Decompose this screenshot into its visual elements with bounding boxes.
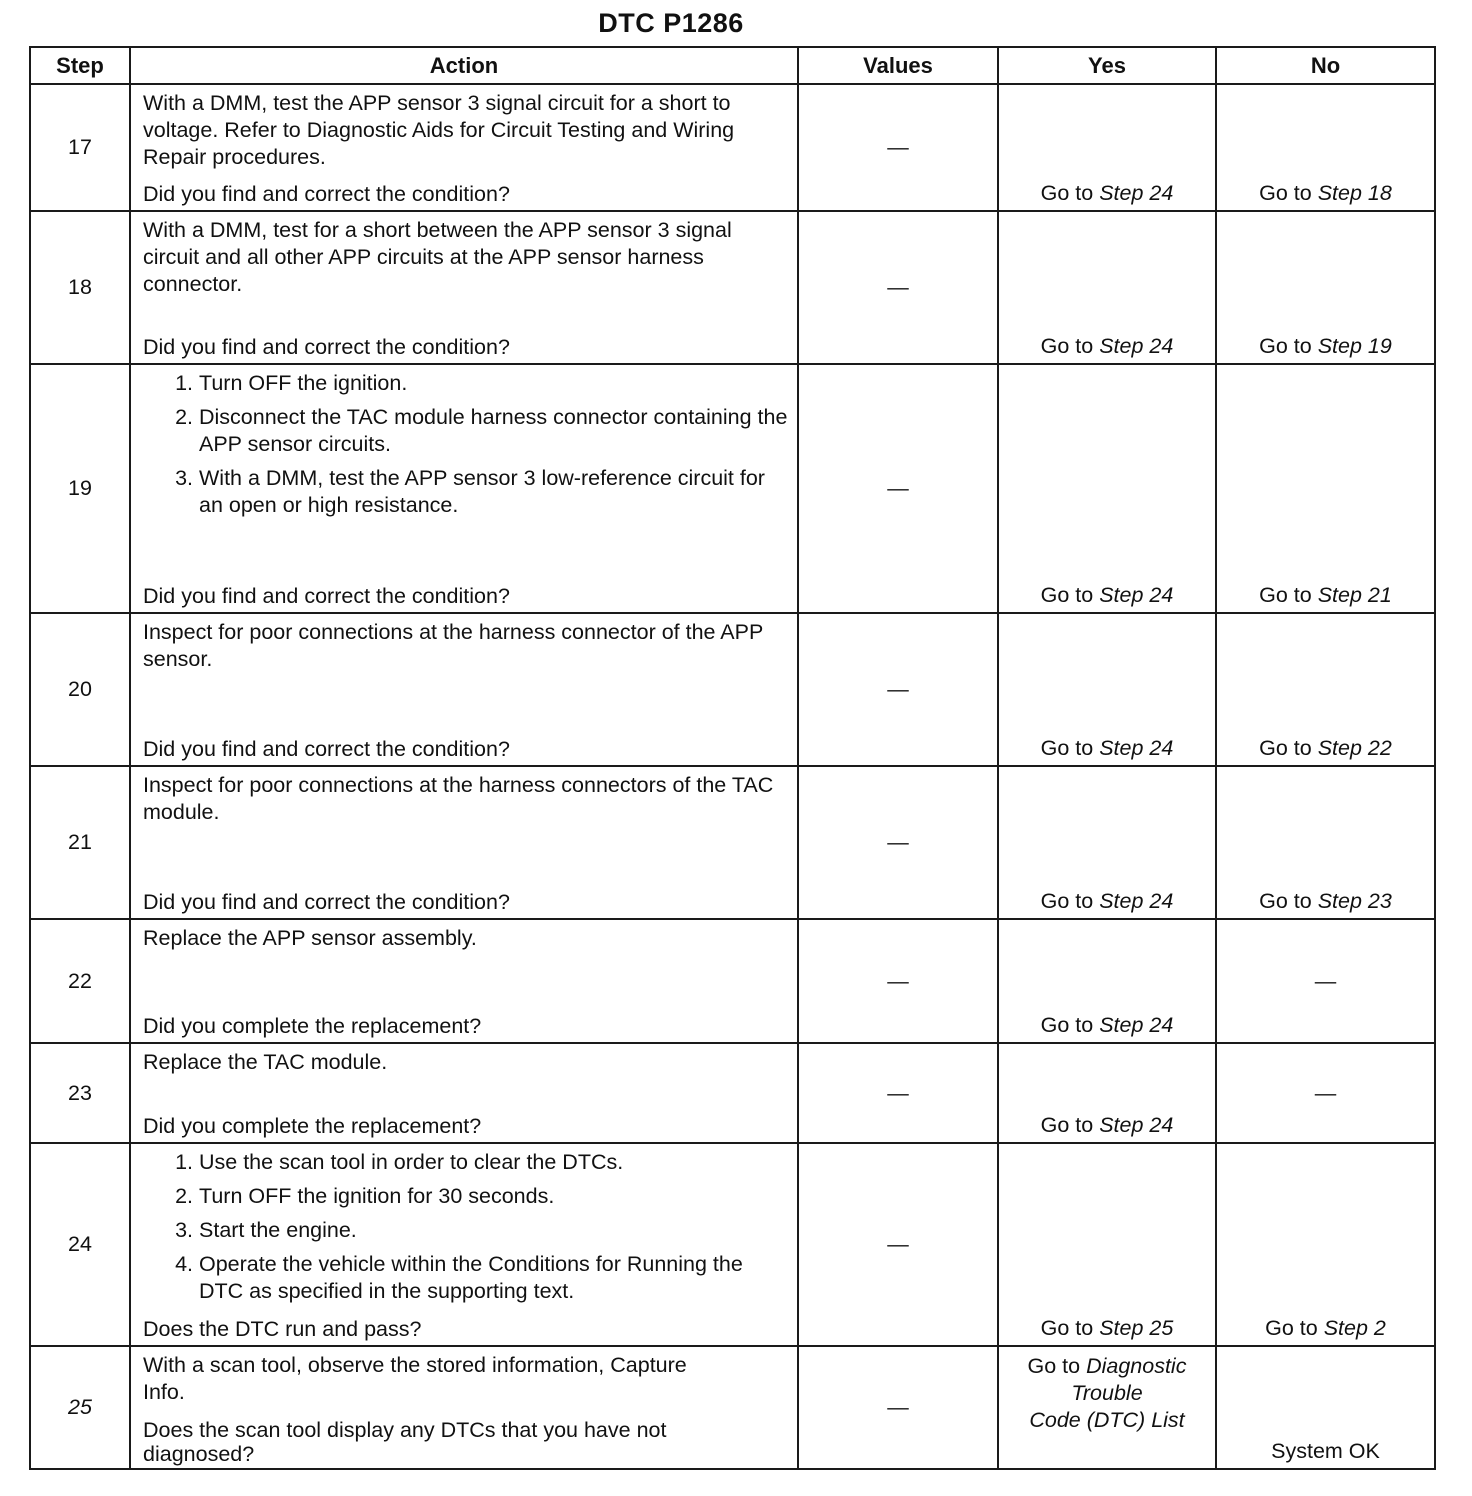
header-row (30, 47, 1435, 84)
action-cell (130, 211, 798, 364)
action-text: With a DMM, test the APP sensor 3 signal circuit for a short to voltage. Refer to Diagnostic Aids for Circuit Testing and Wiring Repair procedures. (143, 91, 735, 169)
no-cell (1216, 613, 1435, 766)
action-question: Did you complete the replacement? (143, 1014, 482, 1038)
no-cell (1216, 766, 1435, 919)
header-step: Step (30, 47, 130, 84)
yes-cell (998, 84, 1216, 211)
step-number: 23 (30, 1043, 130, 1143)
list-item: 1. Use the scan tool in order to clear the DTCs. (199, 1149, 789, 1176)
no-prefix: Go to (1259, 181, 1318, 205)
no-cell: — (1216, 919, 1435, 1043)
list-item: 1. Turn OFF the ignition. (199, 370, 789, 397)
table-row (30, 84, 1435, 211)
step-number: 17 (30, 84, 130, 211)
values-cell: — (798, 1346, 998, 1469)
list-item: 4. Operate the vehicle within the Conditions for Running the DTC as specified in the supporting text. (199, 1251, 789, 1305)
action-text: Inspect for poor connections at the harness connectors of the TAC module. (143, 773, 774, 824)
yes-step-link[interactable]: Step 24 (1099, 889, 1174, 913)
action-cell (130, 766, 798, 919)
table-row (30, 211, 1435, 364)
header-yes: Yes (998, 47, 1216, 84)
step-number: 19 (30, 364, 130, 613)
yes-prefix: Go to (1040, 1013, 1100, 1037)
action-cell (130, 919, 798, 1043)
values-cell: — (798, 84, 998, 211)
yes-cell (998, 211, 1216, 364)
yes-link-line: Diagnostic (1086, 1354, 1187, 1378)
no-cell (1216, 84, 1435, 211)
table-row (30, 1346, 1435, 1469)
values-cell: — (798, 1143, 998, 1346)
yes-cell (998, 766, 1216, 919)
action-question: Did you find and correct the condition? (143, 890, 510, 914)
step-number: 20 (30, 613, 130, 766)
action-question: Does the scan tool display any DTCs that you have not diagnosed? (143, 1418, 667, 1466)
table-row (30, 1043, 1435, 1143)
action-cell (130, 1346, 798, 1469)
action-cell (130, 613, 798, 766)
no-prefix: Go to (1259, 334, 1318, 358)
yes-cell (998, 919, 1216, 1043)
yes-prefix: Go to (1040, 1113, 1100, 1137)
yes-cell (998, 1143, 1216, 1346)
yes-link-line: Code (DTC) List (1029, 1408, 1185, 1432)
yes-dtc-list-link[interactable] (1000, 1353, 1214, 1464)
yes-prefix: Go to (1040, 889, 1100, 913)
action-question: Did you find and correct the condition? (143, 182, 510, 206)
action-steps (143, 1144, 789, 1305)
action-cell (130, 1043, 798, 1143)
yes-step-link[interactable]: Step 24 (1099, 1013, 1174, 1037)
no-cell (1216, 211, 1435, 364)
yes-step-link[interactable]: Step 24 (1099, 1113, 1174, 1137)
action-text: With a DMM, test for a short between the APP sensor 3 signal circuit and all other APP circuits at the APP sensor harness connector. (143, 218, 732, 296)
yes-prefix: Go to (1040, 736, 1100, 760)
no-cell: System OK (1216, 1346, 1435, 1469)
yes-prefix: Go to (1040, 334, 1100, 358)
yes-prefix: Go to (1040, 1316, 1100, 1340)
action-cell (130, 1143, 798, 1346)
list-item: 2. Disconnect the TAC module harness connector containing the APP sensor circuits. (199, 404, 789, 458)
yes-step-link[interactable]: Step 25 (1099, 1316, 1174, 1340)
action-text: Replace the APP sensor assembly. (143, 926, 477, 950)
values-cell: — (798, 211, 998, 364)
no-prefix: Go to (1259, 583, 1318, 607)
yes-cell (998, 364, 1216, 613)
header-values: Values (798, 47, 998, 84)
step-number: 18 (30, 211, 130, 364)
header-no: No (1216, 47, 1435, 84)
yes-cell (998, 1043, 1216, 1143)
values-cell: — (798, 364, 998, 613)
yes-prefix: Go to (1027, 1354, 1087, 1378)
no-prefix: Go to (1259, 889, 1318, 913)
action-text: With a scan tool, observe the stored information, Capture Info. (143, 1353, 687, 1404)
values-cell: — (798, 919, 998, 1043)
list-item: 3. Start the engine. (199, 1217, 789, 1244)
table-row (30, 919, 1435, 1043)
no-step-link[interactable]: Step 19 (1317, 334, 1392, 358)
no-step-link[interactable]: Step 22 (1317, 736, 1392, 760)
values-cell: — (798, 613, 998, 766)
yes-cell (998, 1346, 1216, 1469)
yes-link-line: Trouble (1071, 1381, 1143, 1405)
list-item: 3. With a DMM, test the APP sensor 3 low-reference circuit for an open or high resistance. (199, 465, 789, 519)
step-number: 21 (30, 766, 130, 919)
no-step-link[interactable]: Step 2 (1323, 1316, 1386, 1340)
no-prefix: Go to (1259, 736, 1318, 760)
action-cell (130, 84, 798, 211)
list-item: 2. Turn OFF the ignition for 30 seconds. (199, 1183, 789, 1210)
yes-prefix: Go to (1040, 181, 1100, 205)
yes-step-link[interactable]: Step 24 (1099, 583, 1174, 607)
action-text: Inspect for poor connections at the harness connector of the APP sensor. (143, 620, 763, 671)
action-question: Does the DTC run and pass? (143, 1317, 422, 1341)
action-question: Did you find and correct the condition? (143, 737, 510, 761)
action-text: Replace the TAC module. (143, 1050, 388, 1074)
yes-cell (998, 613, 1216, 766)
no-step-link[interactable]: Step 21 (1317, 583, 1392, 607)
yes-prefix: Go to (1040, 583, 1100, 607)
no-cell (1216, 364, 1435, 613)
no-cell (1216, 1143, 1435, 1346)
step-number: 24 (30, 1143, 130, 1346)
step-number: 22 (30, 919, 130, 1043)
page-title: DTC P1286 (598, 8, 744, 38)
action-question: Did you complete the replacement? (143, 1114, 482, 1138)
yes-step-link[interactable]: Step 24 (1099, 736, 1174, 760)
no-prefix: Go to (1265, 1316, 1324, 1340)
action-steps (143, 365, 789, 526)
values-cell: — (798, 1043, 998, 1143)
no-step-link[interactable]: Step 18 (1317, 181, 1392, 205)
table-row (30, 364, 1435, 613)
action-question: Did you find and correct the condition? (143, 584, 510, 608)
action-cell (130, 364, 798, 613)
values-cell: — (798, 766, 998, 919)
no-cell: — (1216, 1043, 1435, 1143)
action-question: Did you find and correct the condition? (143, 335, 510, 359)
dtc-table (29, 46, 1436, 1470)
table-row (30, 1143, 1435, 1346)
table-row (30, 613, 1435, 766)
yes-step-link[interactable]: Step 24 (1099, 334, 1174, 358)
table-row (30, 766, 1435, 919)
yes-step-link[interactable]: Step 24 (1099, 181, 1174, 205)
header-action: Action (130, 47, 798, 84)
no-step-link[interactable]: Step 23 (1317, 889, 1392, 913)
step-number: 25 (30, 1346, 130, 1469)
